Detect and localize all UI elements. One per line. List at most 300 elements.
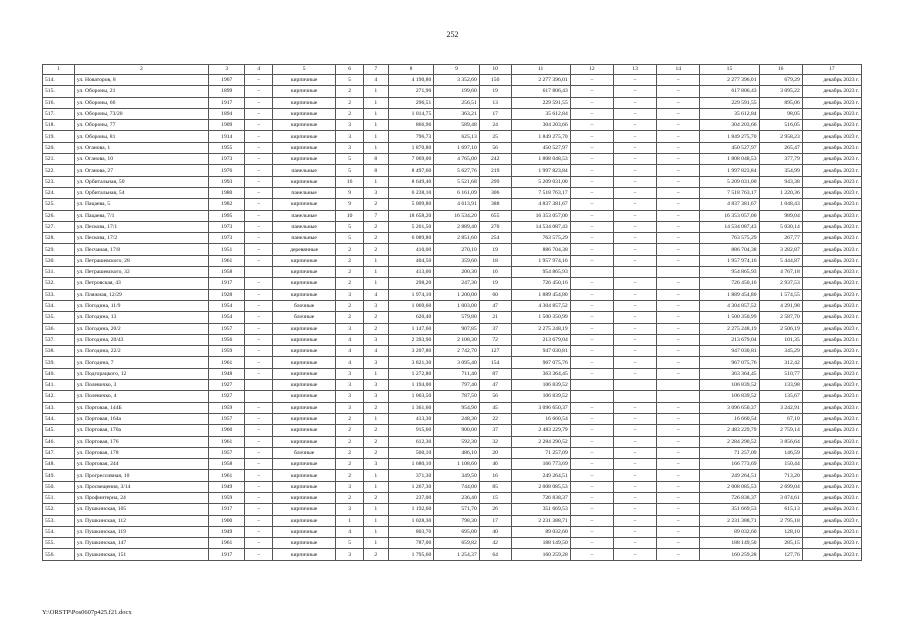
table-cell: 2 008 085,53 [700, 481, 759, 492]
table-cell: 2 587,70 [759, 312, 802, 323]
table-cell: – [245, 244, 272, 255]
table-cell: 10 [336, 210, 363, 221]
table-cell: 1 680,10 [388, 459, 434, 470]
table-cell: 954 865,93 [700, 267, 759, 278]
table-cell: – [657, 470, 700, 481]
table-cell: 516. [43, 97, 75, 108]
table-cell: 2 277 396,01 [511, 75, 570, 86]
table-cell: – [245, 199, 272, 210]
table-cell: 3 [363, 187, 388, 198]
table-cell: 2 759,14 [759, 425, 802, 436]
table-cell: 541. [43, 380, 75, 391]
table-cell: 354,99 [759, 165, 802, 176]
table-cell: – [613, 154, 656, 165]
table-cell: 16 [479, 470, 511, 481]
table-row [43, 233, 862, 244]
table-cell: – [570, 199, 613, 210]
table-cell: 20 [479, 447, 511, 458]
table-cell: 2 795,18 [759, 515, 802, 526]
table-cell: – [245, 289, 272, 300]
table-cell: – [657, 255, 700, 266]
table-cell: блочные [272, 312, 336, 323]
table-cell: 1 [363, 97, 388, 108]
table-cell: 655 [479, 210, 511, 221]
table-cell: декабрь 2023 г. [802, 86, 861, 97]
table-cell: 543. [43, 402, 75, 413]
table-row [43, 526, 862, 537]
table-cell: 3 096 650,37 [511, 402, 570, 413]
table-cell: 160 259,28 [700, 549, 759, 560]
table-cell: – [245, 515, 272, 526]
table-cell: кирпичные [272, 154, 336, 165]
table-cell: 726 838,37 [700, 492, 759, 503]
table-cell: 2 [363, 244, 388, 255]
column-header-6: 6 [336, 65, 363, 75]
table-cell: – [613, 470, 656, 481]
table-cell: 2 [363, 233, 388, 244]
table-cell: – [245, 131, 272, 142]
table-cell: кирпичные [272, 334, 336, 345]
table-cell: – [570, 142, 613, 153]
table-cell: – [657, 504, 700, 515]
table-cell: – [613, 108, 656, 119]
table-cell: – [570, 481, 613, 492]
table-cell: 803,70 [388, 526, 434, 537]
table-cell: 4 [336, 334, 363, 345]
table-row [43, 481, 862, 492]
table-cell: 1 [363, 267, 388, 278]
table-cell: 967 075,76 [700, 357, 759, 368]
table-cell: 524. [43, 187, 75, 198]
table-cell: 4 837 381,67 [700, 199, 759, 210]
table-cell: 22 [479, 413, 511, 424]
table-cell: – [613, 357, 656, 368]
table-cell: 271,90 [388, 86, 434, 97]
table-cell: – [570, 538, 613, 549]
table-cell: 1 889 454,80 [511, 289, 570, 300]
table-cell: 1995 [209, 210, 245, 221]
table-cell: ул. Оганова, 1 [74, 142, 208, 153]
table-cell: – [657, 447, 700, 458]
table-cell: 3 074,61 [759, 492, 802, 503]
table-cell: 1 808 048,53 [511, 154, 570, 165]
table-row [43, 289, 862, 300]
table-cell: 254 [479, 233, 511, 244]
table-cell: декабрь 2023 г. [802, 413, 861, 424]
table-cell: 146,59 [759, 447, 802, 458]
table-cell: – [613, 187, 656, 198]
table-cell: 549. [43, 470, 75, 481]
table-cell: 2 [336, 312, 363, 323]
table-cell: 56 [479, 142, 511, 153]
table-cell: декабрь 2023 г. [802, 233, 861, 244]
table-cell: декабрь 2023 г. [802, 199, 861, 210]
table-cell: 1957 [209, 413, 245, 424]
table-cell: 2 284 290,52 [511, 436, 570, 447]
table-cell: 1993 [209, 176, 245, 187]
table-cell: 900,00 [434, 425, 480, 436]
table-cell: 18 658,20 [388, 210, 434, 221]
table-row [43, 413, 862, 424]
table-cell: 3 856,64 [759, 436, 802, 447]
table-cell: 1 [363, 413, 388, 424]
table-cell: 13 [479, 97, 511, 108]
table-cell: 106 839,52 [511, 391, 570, 402]
table-cell: 5 030,14 [759, 221, 802, 232]
table-cell: 1 500 350,99 [511, 312, 570, 323]
table-cell: 3 [336, 289, 363, 300]
table-cell: 249 264,51 [700, 470, 759, 481]
table-cell: 16 353 057,00 [700, 210, 759, 221]
table-cell: 535. [43, 312, 75, 323]
table-cell: ул. Прогрессивная, 10 [74, 470, 208, 481]
table-cell: 787,00 [388, 538, 434, 549]
table-cell: ул. Петровская, 43 [74, 278, 208, 289]
table-cell: кирпичные [272, 526, 336, 537]
table-cell: 5 444,87 [759, 255, 802, 266]
table-cell: 7 518 763,17 [511, 187, 570, 198]
table-cell: 617 806,43 [511, 86, 570, 97]
table-cell: декабрь 2023 г. [802, 481, 861, 492]
table-cell: – [245, 255, 272, 266]
table-cell: ул. Пушкинская, 147 [74, 538, 208, 549]
table-cell: – [613, 312, 656, 323]
table-cell: – [613, 221, 656, 232]
table-cell: 8 649,40 [388, 176, 434, 187]
table-cell: кирпичные [272, 515, 336, 526]
table-cell: кирпичные [272, 380, 336, 391]
table-cell: – [657, 97, 700, 108]
table-cell: панельные [272, 221, 336, 232]
table-cell [570, 380, 613, 391]
table-cell: 2 231 388,71 [700, 515, 759, 526]
table-cell: декабрь 2023 г. [802, 402, 861, 413]
table-cell: – [657, 142, 700, 153]
table-cell: 556. [43, 549, 75, 560]
table-cell: 101,35 [759, 334, 802, 345]
table-cell: 1 254,37 [434, 549, 480, 560]
table-cell: деревянные [272, 244, 336, 255]
table-cell: 1 028,30 [388, 515, 434, 526]
table-cell: 1 272,80 [388, 368, 434, 379]
column-header-13: 13 [613, 65, 656, 75]
table-cell: 9 [336, 199, 363, 210]
table-cell: – [657, 187, 700, 198]
table-cell: 1 [363, 470, 388, 481]
table-cell: – [245, 233, 272, 244]
table-cell: – [245, 187, 272, 198]
table-cell: – [570, 131, 613, 142]
table-cell: 1 957 974,16 [511, 255, 570, 266]
table-cell: 47 [479, 300, 511, 311]
table-cell: 359,60 [434, 255, 480, 266]
table-cell: 529. [43, 244, 75, 255]
table-cell: – [657, 346, 700, 357]
table-cell: 3 [336, 131, 363, 142]
table-cell: – [245, 504, 272, 515]
table-cell: 2 742,70 [434, 346, 480, 357]
table-cell: – [657, 154, 700, 165]
table-cell: 548. [43, 459, 75, 470]
table-cell: 2 958,23 [759, 131, 802, 142]
table-cell: 1927 [209, 380, 245, 391]
table-cell: 2 275 248,19 [511, 323, 570, 334]
table-cell: кирпичные [272, 538, 336, 549]
table-cell: – [245, 312, 272, 323]
table-cell: 3 282,87 [759, 244, 802, 255]
table-cell: 17 [479, 515, 511, 526]
table-cell: 519. [43, 131, 75, 142]
column-header-8: 8 [388, 65, 434, 75]
table-cell: 3 352,60 [434, 75, 480, 86]
table-cell: – [613, 334, 656, 345]
table-cell: 351 669,53 [511, 504, 570, 515]
table-cell: 1899 [209, 86, 245, 97]
table-cell: 2 [336, 267, 363, 278]
table-cell: 270 [479, 221, 511, 232]
table-cell: 4 837 381,67 [511, 199, 570, 210]
table-cell: 2 [336, 97, 363, 108]
table-cell: 592,30 [434, 436, 480, 447]
table-cell: – [570, 492, 613, 503]
table-cell: панельные [272, 233, 336, 244]
table-cell: 1 849 275,70 [700, 131, 759, 142]
table-cell: декабрь 2023 г. [802, 538, 861, 549]
table-cell: 37 [479, 425, 511, 436]
table-cell: 4 [363, 289, 388, 300]
table-cell: кирпичные [272, 391, 336, 402]
table-cell: 1976 [209, 165, 245, 176]
table-cell: 589,48 [434, 120, 480, 131]
table-cell: – [657, 323, 700, 334]
table-cell: – [570, 425, 613, 436]
table-cell: 1973 [209, 221, 245, 232]
table-cell: – [570, 504, 613, 515]
table-row [43, 538, 862, 549]
table-cell: 1 [363, 515, 388, 526]
table-cell: 6 238,10 [388, 187, 434, 198]
table-cell: – [570, 346, 613, 357]
table-cell: 555. [43, 538, 75, 549]
table-cell: декабрь 2023 г. [802, 346, 861, 357]
table-cell: 1956 [209, 334, 245, 345]
table-cell: 1957 [209, 323, 245, 334]
table-cell: 989,04 [759, 210, 802, 221]
table-row [43, 131, 862, 142]
table-cell: 25 [479, 131, 511, 142]
table-row [43, 187, 862, 198]
table-cell: – [245, 368, 272, 379]
table-cell: 1 200,00 [434, 289, 480, 300]
table-cell: – [570, 176, 613, 187]
table-cell: 763 575,29 [700, 233, 759, 244]
table-cell: – [613, 526, 656, 537]
table-cell: – [570, 221, 613, 232]
table-cell: – [570, 75, 613, 86]
table-cell: ул. Пляжная, 12/29 [74, 289, 208, 300]
table-cell: декабрь 2023 г. [802, 289, 861, 300]
table-cell: 546. [43, 436, 75, 447]
table-cell: – [657, 368, 700, 379]
table-cell: – [570, 526, 613, 537]
table-cell: 571,70 [434, 504, 480, 515]
table-cell: – [570, 436, 613, 447]
table-cell: 166 773,69 [700, 459, 759, 470]
table-cell [657, 391, 700, 402]
table-cell: 15 [479, 492, 511, 503]
table-cell: 679,29 [759, 75, 802, 86]
table-cell: 515. [43, 86, 75, 97]
table-cell: ул. Портовая, 144Б [74, 402, 208, 413]
table-cell: 536. [43, 323, 75, 334]
table-cell: – [613, 278, 656, 289]
table-cell: 520. [43, 142, 75, 153]
table-cell: – [245, 436, 272, 447]
table-cell: 56 [479, 391, 511, 402]
table-cell: 4 304 857,52 [511, 300, 570, 311]
table-cell: 1 795,60 [388, 549, 434, 560]
table-cell: ул. Портовая, 176 [74, 436, 208, 447]
table-cell: ул. Обороны, 21 [74, 86, 208, 97]
table-cell: ул. Обороны, 73/20 [74, 108, 208, 119]
table-cell: декабрь 2023 г. [802, 425, 861, 436]
table-cell: – [613, 402, 656, 413]
table-cell: кирпичные [272, 346, 336, 357]
table-cell: декабрь 2023 г. [802, 278, 861, 289]
table-cell: 886 704,38 [700, 244, 759, 255]
table-cell: 3 [336, 481, 363, 492]
table-cell: 450 527,97 [700, 142, 759, 153]
table-cell: 1900 [209, 515, 245, 526]
table-cell: декабрь 2023 г. [802, 526, 861, 537]
table-cell: 510,77 [759, 368, 802, 379]
table-cell: кирпичные [272, 504, 336, 515]
table-cell: – [245, 413, 272, 424]
table-cell: 3 821,30 [388, 357, 434, 368]
table-cell: 85 [479, 481, 511, 492]
table-cell: 19 [479, 244, 511, 255]
table-cell: 1949 [209, 481, 245, 492]
table-cell: 1954 [209, 312, 245, 323]
table-cell: 528. [43, 233, 75, 244]
table-cell: 1 870,80 [388, 142, 434, 153]
table-cell: 797,40 [434, 380, 480, 391]
table-cell: 500,10 [388, 447, 434, 458]
table-cell: 413,00 [388, 267, 434, 278]
table-cell: 5 [336, 233, 363, 244]
table-cell: 377,79 [759, 154, 802, 165]
table-cell: 1 [363, 108, 388, 119]
table-cell: – [245, 120, 272, 131]
table-cell: 351 669,53 [700, 504, 759, 515]
column-header-16: 16 [759, 65, 802, 75]
table-cell: 7 069,00 [388, 154, 434, 165]
table-cell: 3 [363, 459, 388, 470]
table-cell: кирпичные [272, 357, 336, 368]
table-cell: 2 [336, 425, 363, 436]
table-cell: 213 679,04 [511, 334, 570, 345]
table-cell: – [613, 549, 656, 560]
table-cell: 532. [43, 278, 75, 289]
table-cell: 8 497,60 [388, 165, 434, 176]
table-row [43, 346, 862, 357]
table-cell: 5 [336, 154, 363, 165]
table-cell: – [657, 492, 700, 503]
table-cell: кирпичные [272, 402, 336, 413]
table-row [43, 312, 862, 323]
table-cell: 1 574,55 [759, 289, 802, 300]
table-cell: ул. Погодина, 11/9 [74, 300, 208, 311]
table-cell: кирпичные [272, 368, 336, 379]
table-cell: ул. Пацаева, 5 [74, 199, 208, 210]
table-cell: 2 [363, 549, 388, 560]
footer-file-path: Y:\ORSTP\Pos0607p425.f21.docx [42, 609, 132, 616]
table-cell: – [613, 447, 656, 458]
table-cell: 659,82 [434, 538, 480, 549]
table-cell: – [613, 142, 656, 153]
table-cell: ул. Портовая, 244 [74, 459, 208, 470]
table-cell: – [570, 244, 613, 255]
table-cell: кирпичные [272, 425, 336, 436]
table-cell: 1 [363, 120, 388, 131]
table-cell: 3 [336, 504, 363, 515]
table-cell: – [657, 549, 700, 560]
table-cell: 550. [43, 481, 75, 492]
table-row [43, 470, 862, 481]
table-cell: 2 [363, 447, 388, 458]
table-cell: 2 [363, 312, 388, 323]
table-row [43, 515, 862, 526]
table-cell: – [570, 549, 613, 560]
table-cell: 3 [336, 391, 363, 402]
table-cell: 363,21 [434, 108, 480, 119]
table-cell: – [613, 97, 656, 108]
table-cell: 798,30 [434, 515, 480, 526]
table-cell: 1959 [209, 346, 245, 357]
table-cell: – [245, 459, 272, 470]
table-cell: декабрь 2023 г. [802, 300, 861, 311]
table-cell: ул. Подгорацкого, 12 [74, 368, 208, 379]
table-cell: 527. [43, 221, 75, 232]
table-cell: – [657, 300, 700, 311]
table-cell [657, 380, 700, 391]
table-cell: ул. Погодина, 20/43 [74, 334, 208, 345]
table-cell: – [245, 447, 272, 458]
table-cell: – [657, 526, 700, 537]
table-cell: 711,40 [434, 368, 480, 379]
table-cell: кирпичные [272, 470, 336, 481]
table-cell: 1 849 275,70 [511, 131, 570, 142]
table-cell: 35 612,84 [700, 108, 759, 119]
table-cell: 1 [363, 526, 388, 537]
table-cell: – [570, 165, 613, 176]
table-cell: – [657, 357, 700, 368]
table-cell: 947 030,81 [511, 346, 570, 357]
table-cell: 1 048,43 [759, 199, 802, 210]
table-cell: – [570, 334, 613, 345]
table-row [43, 267, 862, 278]
table-cell: – [245, 300, 272, 311]
table-cell: декабрь 2023 г. [802, 459, 861, 470]
table-cell [570, 267, 613, 278]
table-cell: 3 [336, 142, 363, 153]
table-cell: 1 808 048,53 [700, 154, 759, 165]
table-cell: – [245, 346, 272, 357]
table-cell: 534. [43, 300, 75, 311]
table-cell: – [245, 210, 272, 221]
table-cell: 1914 [209, 131, 245, 142]
table-cell: 18 [479, 255, 511, 266]
